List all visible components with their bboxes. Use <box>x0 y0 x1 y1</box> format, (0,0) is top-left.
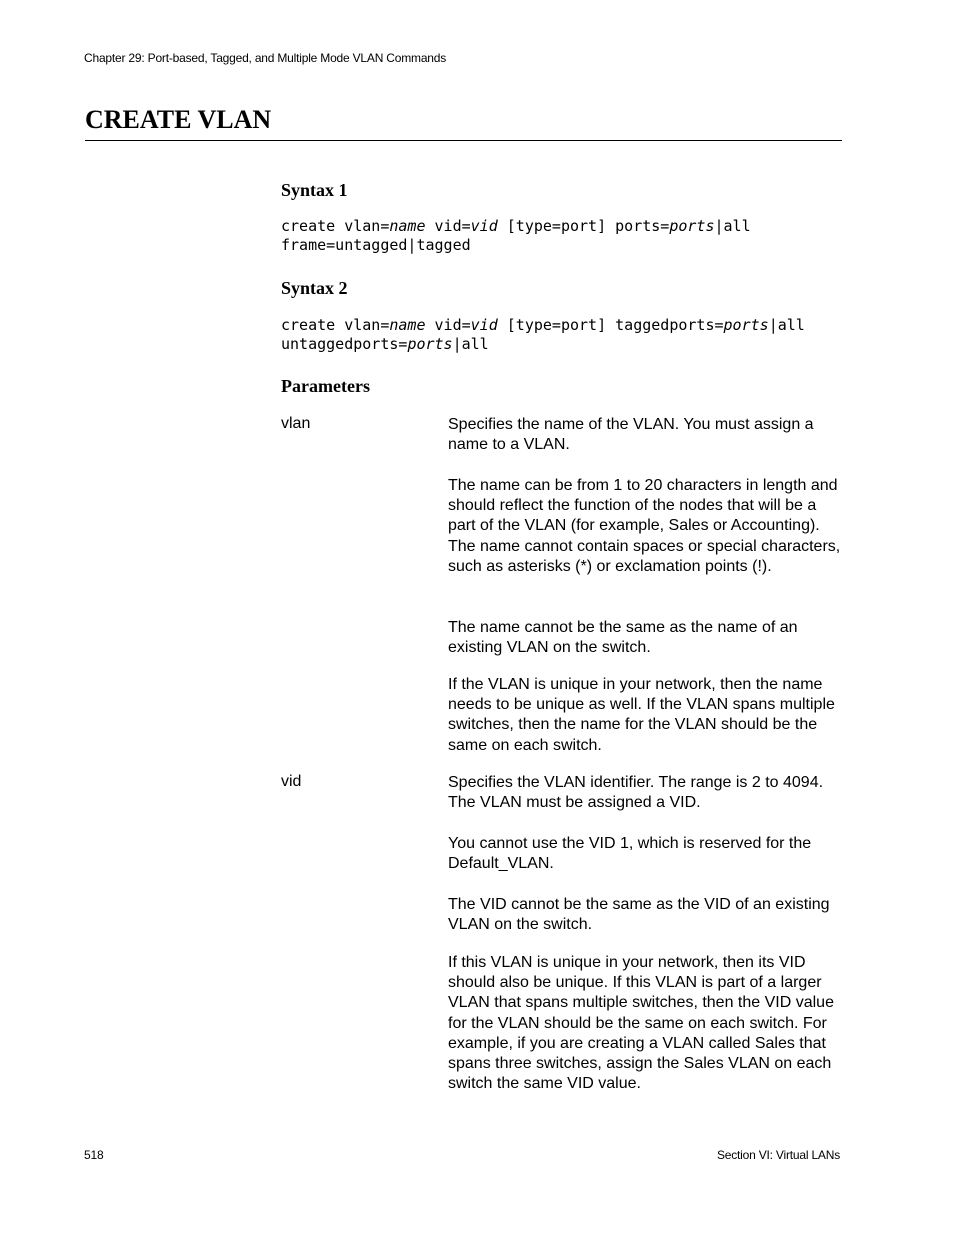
param-desc-vlan-p4: If the VLAN is unique in your network, then the name needs to be unique as well. If the VLAN spans multiple switches, then the name for the VLAN should be the same on each switch. <box>448 676 835 754</box>
param-desc-vlan-p1: Specifies the name of the VLAN. You must assign a name to a VLAN. <box>448 416 814 454</box>
syntax1-code <box>281 217 751 255</box>
syntax2-line2: untaggedports=ports|all <box>281 335 489 353</box>
page-number: 518 <box>84 1148 104 1162</box>
parameters-heading: Parameters <box>281 376 370 396</box>
syntax1-heading: Syntax 1 <box>281 180 348 200</box>
param-name-vlan: vlan <box>281 415 311 432</box>
page-title: CREATE VLAN <box>85 105 272 134</box>
param-desc-vid-p4: If this VLAN is unique in your network, then its VID should also be unique. If this VLAN is part of a larger VLAN that spans multiple switches, then the VID value for the VLAN should be the same on each switch. For example, if you are creating a VLAN called Sales that spans three switches, assign the Sales VLAN on each switch the same VID value. <box>448 954 834 1093</box>
param-desc-vid-p2: You cannot use the VID 1, which is reserved for the Default_VLAN. <box>448 835 812 873</box>
syntax2-line1: create vlan=name vid=vid [type=port] taggedports=ports|all <box>281 316 805 334</box>
param-desc-vid-p3: The VID cannot be the same as the VID of an existing VLAN on the switch. <box>448 896 830 934</box>
param-desc-vid-p1: Specifies the VLAN identifier. The range is 2 to 4094. The VLAN must be assigned a VID. <box>448 774 824 812</box>
footer-section: Section VI: Virtual LANs <box>716 1148 840 1162</box>
running-header: Chapter 29: Port-based, Tagged, and Multiple Mode VLAN Commands <box>84 51 447 65</box>
title-rule <box>85 140 842 141</box>
syntax2-code <box>281 316 805 354</box>
syntax2-heading: Syntax 2 <box>281 278 348 298</box>
syntax1-line2: frame=untagged|tagged <box>281 236 471 254</box>
param-desc-vlan-p3: The name cannot be the same as the name of an existing VLAN on the switch. <box>448 619 798 657</box>
syntax1-line1: create vlan=name vid=vid [type=port] ports=ports|all <box>281 217 751 235</box>
param-desc-vlan-p2: The name can be from 1 to 20 characters in length and should reflect the function of the nodes that will be a part of the VLAN (for example, Sales or Accounting). The name cannot contain spaces or special characters, such as asterisks (*) or exclamation points (!). <box>448 477 841 575</box>
param-name-vid: vid <box>281 773 302 790</box>
